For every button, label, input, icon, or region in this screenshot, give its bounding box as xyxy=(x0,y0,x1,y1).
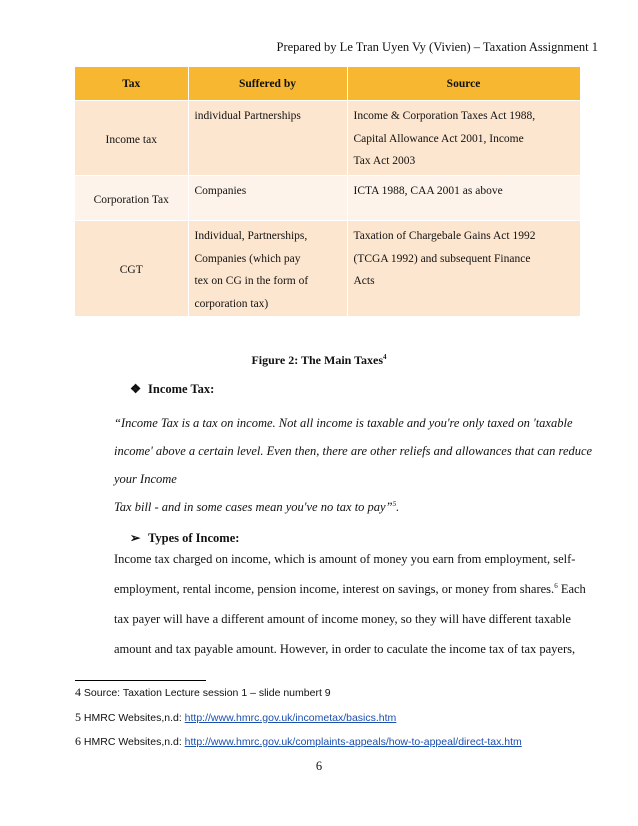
heading-text: Types of Income: xyxy=(148,531,240,545)
quote-line-last xyxy=(114,493,594,521)
footnote-5 xyxy=(75,710,396,725)
footnote-text: HMRC Websites,n.d: xyxy=(81,712,185,724)
column-header-suffered-by: Suffered by xyxy=(188,67,347,101)
footnote-4 xyxy=(75,685,331,700)
cell-tax: Income tax xyxy=(75,101,188,176)
cell-line: individual Partnerships xyxy=(194,110,301,122)
footnote-text: HMRC Websites,n.d: xyxy=(81,736,185,748)
column-header-source: Source xyxy=(347,67,580,101)
cell-source xyxy=(347,176,580,221)
cell-line: Individual, Partnerships, xyxy=(194,230,308,242)
cell-line: Acts xyxy=(353,275,375,287)
paragraph-text: employment, rental income, pension income, interest on savings, or money from shares. xyxy=(114,582,555,596)
page-header: Prepared by Le Tran Uyen Vy (Vivien) – Taxation Assignment 1 xyxy=(276,40,598,54)
cell-line: Companies xyxy=(194,185,247,197)
page-number: 6 xyxy=(315,759,323,773)
quote-line: your Income xyxy=(114,472,177,486)
cell-tax: Corporation Tax xyxy=(75,176,188,221)
quote-line: income' above a certain level. Even then, there are other reliefs and allowances that can reduce xyxy=(114,444,593,458)
main-taxes-table xyxy=(75,67,581,316)
footnote-link[interactable]: http://www.hmrc.gov.uk/complaints-appeals/how-to-appeal/direct-tax.htm xyxy=(184,736,522,748)
cell-line: Income & Corporation Taxes Act 1988, xyxy=(353,110,536,122)
paragraph-line: tax payer will have a different amount of income money, so they will have different taxable xyxy=(114,612,571,626)
figure-caption xyxy=(0,353,638,368)
cell-line: corporation tax) xyxy=(194,297,269,310)
cell-line: Taxation of Chargebale Gains Act 1992 xyxy=(353,230,536,242)
footnote-link[interactable]: http://www.hmrc.gov.uk/incometax/basics.htm xyxy=(184,712,397,724)
footnote-number: 5 xyxy=(75,710,81,724)
table-row xyxy=(75,101,580,176)
footnote-ref-5: 5 xyxy=(392,499,397,508)
footnote-number: 6 xyxy=(75,734,81,748)
cell-line: Companies (which pay xyxy=(194,252,301,265)
section-heading-income-tax xyxy=(130,381,214,397)
cell-suffered-by xyxy=(188,101,347,176)
cell-suffered-by xyxy=(188,176,347,221)
cell-line: (TCGA 1992) and subsequent Finance xyxy=(353,252,531,265)
quote-end: . xyxy=(396,500,400,514)
quote-line: “Income Tax is a tax on income. Not all income is taxable and you're only taxed on 'taxable xyxy=(114,416,573,430)
heading-text: Income Tax: xyxy=(148,382,215,396)
types-of-income-paragraph xyxy=(114,544,594,664)
quote-line-text: Tax bill - and in some cases mean you've no tax to pay” xyxy=(114,500,393,514)
table-row xyxy=(75,221,580,317)
income-tax-quote xyxy=(114,409,594,521)
paragraph-line: amount and tax payable amount. However, in order to caculate the income tax of tax payers, xyxy=(114,642,576,656)
footnote-number: 4 xyxy=(75,685,81,699)
table-header-row xyxy=(75,67,580,101)
paragraph-line: Income tax charged on income, which is amount of money you earn from employment, self- xyxy=(114,552,576,566)
cell-suffered-by xyxy=(188,221,347,317)
footnote-ref-6: 6 xyxy=(554,581,558,590)
paragraph-line xyxy=(114,574,594,604)
cell-line: tex on CG in the form of xyxy=(194,275,309,287)
column-header-tax: Tax xyxy=(75,67,188,101)
cell-line: ICTA 1988, CAA 2001 as above xyxy=(353,185,503,197)
footnote-separator xyxy=(75,680,206,681)
cell-line: Capital Allowance Act 2001, Income xyxy=(353,132,524,145)
footnote-ref-4: 4 xyxy=(383,353,387,361)
cell-source xyxy=(347,101,580,176)
footnote-6 xyxy=(75,734,522,749)
figure-caption-text: Figure 2: The Main Taxes xyxy=(251,353,384,367)
diamond-bullet-icon: ❖ xyxy=(130,382,142,396)
paragraph-text: Each xyxy=(557,582,586,596)
table-row xyxy=(75,176,580,221)
cell-line: Tax Act 2003 xyxy=(353,155,416,167)
cell-tax: CGT xyxy=(75,221,188,317)
cell-source xyxy=(347,221,580,317)
arrow-bullet-icon: ➢ xyxy=(130,531,141,545)
footnote-text: Source: Taxation Lecture session 1 – slide numbert 9 xyxy=(81,687,331,699)
